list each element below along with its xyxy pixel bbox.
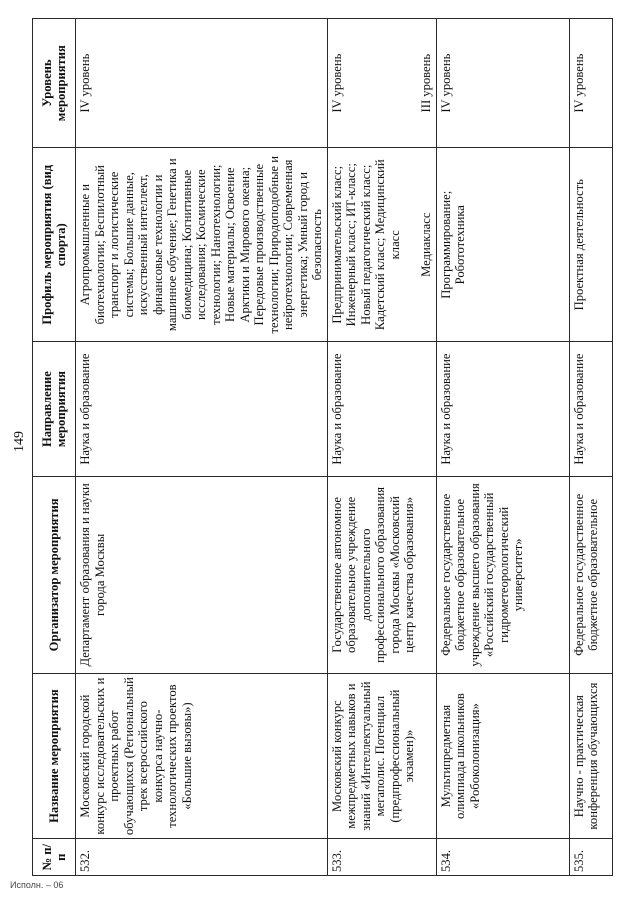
event-direction: Наука и образование: [436, 342, 569, 477]
rotated-content: [12, 12, 624, 882]
event-level: IV уровень: [569, 19, 612, 148]
event-profile-cell: [327, 148, 436, 342]
events-table: [32, 18, 613, 876]
event-name: Мультипредметная олимпиада школьников «Робоколонизация»: [436, 673, 569, 839]
event-name: Московский городской конкурс исследовательских и проектных работ обучающихся (Региональный трек всероссийского конкурса научно-технологических проектов «Большие вызовы»): [76, 673, 328, 839]
event-level-cell: [327, 19, 436, 148]
header-organizer: Организатор мероприятия: [33, 477, 76, 674]
row-num: 532.: [76, 839, 328, 876]
footer-note: Исполн. – 06: [10, 880, 64, 890]
row-num: 535.: [569, 839, 612, 876]
table-row: [436, 19, 569, 876]
event-level: IV уровень: [436, 19, 569, 148]
event-profile: Проектная деятельность: [569, 148, 612, 342]
level-split: [330, 22, 434, 144]
table-row: [569, 19, 612, 876]
profile-split: [330, 151, 434, 338]
event-organizer: Федеральное государственное бюджетное образовательное: [569, 477, 612, 674]
event-level-secondary: III уровень: [419, 53, 433, 113]
header-profile: Профиль мероприятия (вид спорта): [33, 148, 76, 342]
header-name: Название мероприятия: [33, 673, 76, 839]
event-direction: Наука и образование: [569, 342, 612, 477]
event-level: IV уровень: [76, 19, 328, 148]
row-num: 534.: [436, 839, 569, 876]
event-organizer: Департамент образования и науки города Москвы: [76, 477, 328, 674]
header-direction: Направление мероприятия: [33, 342, 76, 477]
event-organizer: Государственное автономное образовательное учреждение дополнительного профессионального образования города Москвы «Московский центр качества образования»: [327, 477, 436, 674]
event-level: IV уровень: [329, 53, 344, 113]
event-profile: Программирование; Робототехника: [436, 148, 569, 342]
event-direction: Наука и образование: [76, 342, 328, 477]
table-row: [76, 19, 328, 876]
event-direction: Наука и образование: [327, 342, 436, 477]
table-row: [327, 19, 436, 876]
table-header-row: [33, 19, 76, 876]
event-profile-secondary: Медиакласс: [419, 212, 433, 277]
header-num: № п/п: [33, 839, 76, 876]
row-num: 533.: [327, 839, 436, 876]
page-number: 149: [12, 431, 27, 452]
header-level: Уровень мероприятия: [33, 19, 76, 148]
event-profile: Предпринимательский класс; Инженерный класс; ИТ-класс; Новый педагогический класс; Кадетский класс; Медицинский класс: [329, 159, 402, 331]
event-name: Московский конкурс межпредметных навыков и знаний «Интеллектуальный мегаполис. Потенциал (предпрофессиональный экзамен)»: [327, 673, 436, 839]
event-profile: Агропромышленные и биотехнологии; Беспилотный транспорт и логистические системы; Большие данные, искусственный интеллект, финансовые технологии и машинное обучение; Генетика и биомедицина; Когнитивные исследования; Космические технологии; Нанотехнологии; Новые материалы; Освоение Арктики и Мирового океана; Передовые производственные технологии; Природоподобные и нейротехнологии; Современная энергетика; Умный город и безопасность: [76, 148, 328, 342]
event-name: Научно - практическая конференция обучающихся: [569, 673, 612, 839]
event-organizer: Федеральное государственное бюджетное образовательное учреждение высшего образования «Российский государственный гидрометеорологический университет»: [436, 477, 569, 674]
